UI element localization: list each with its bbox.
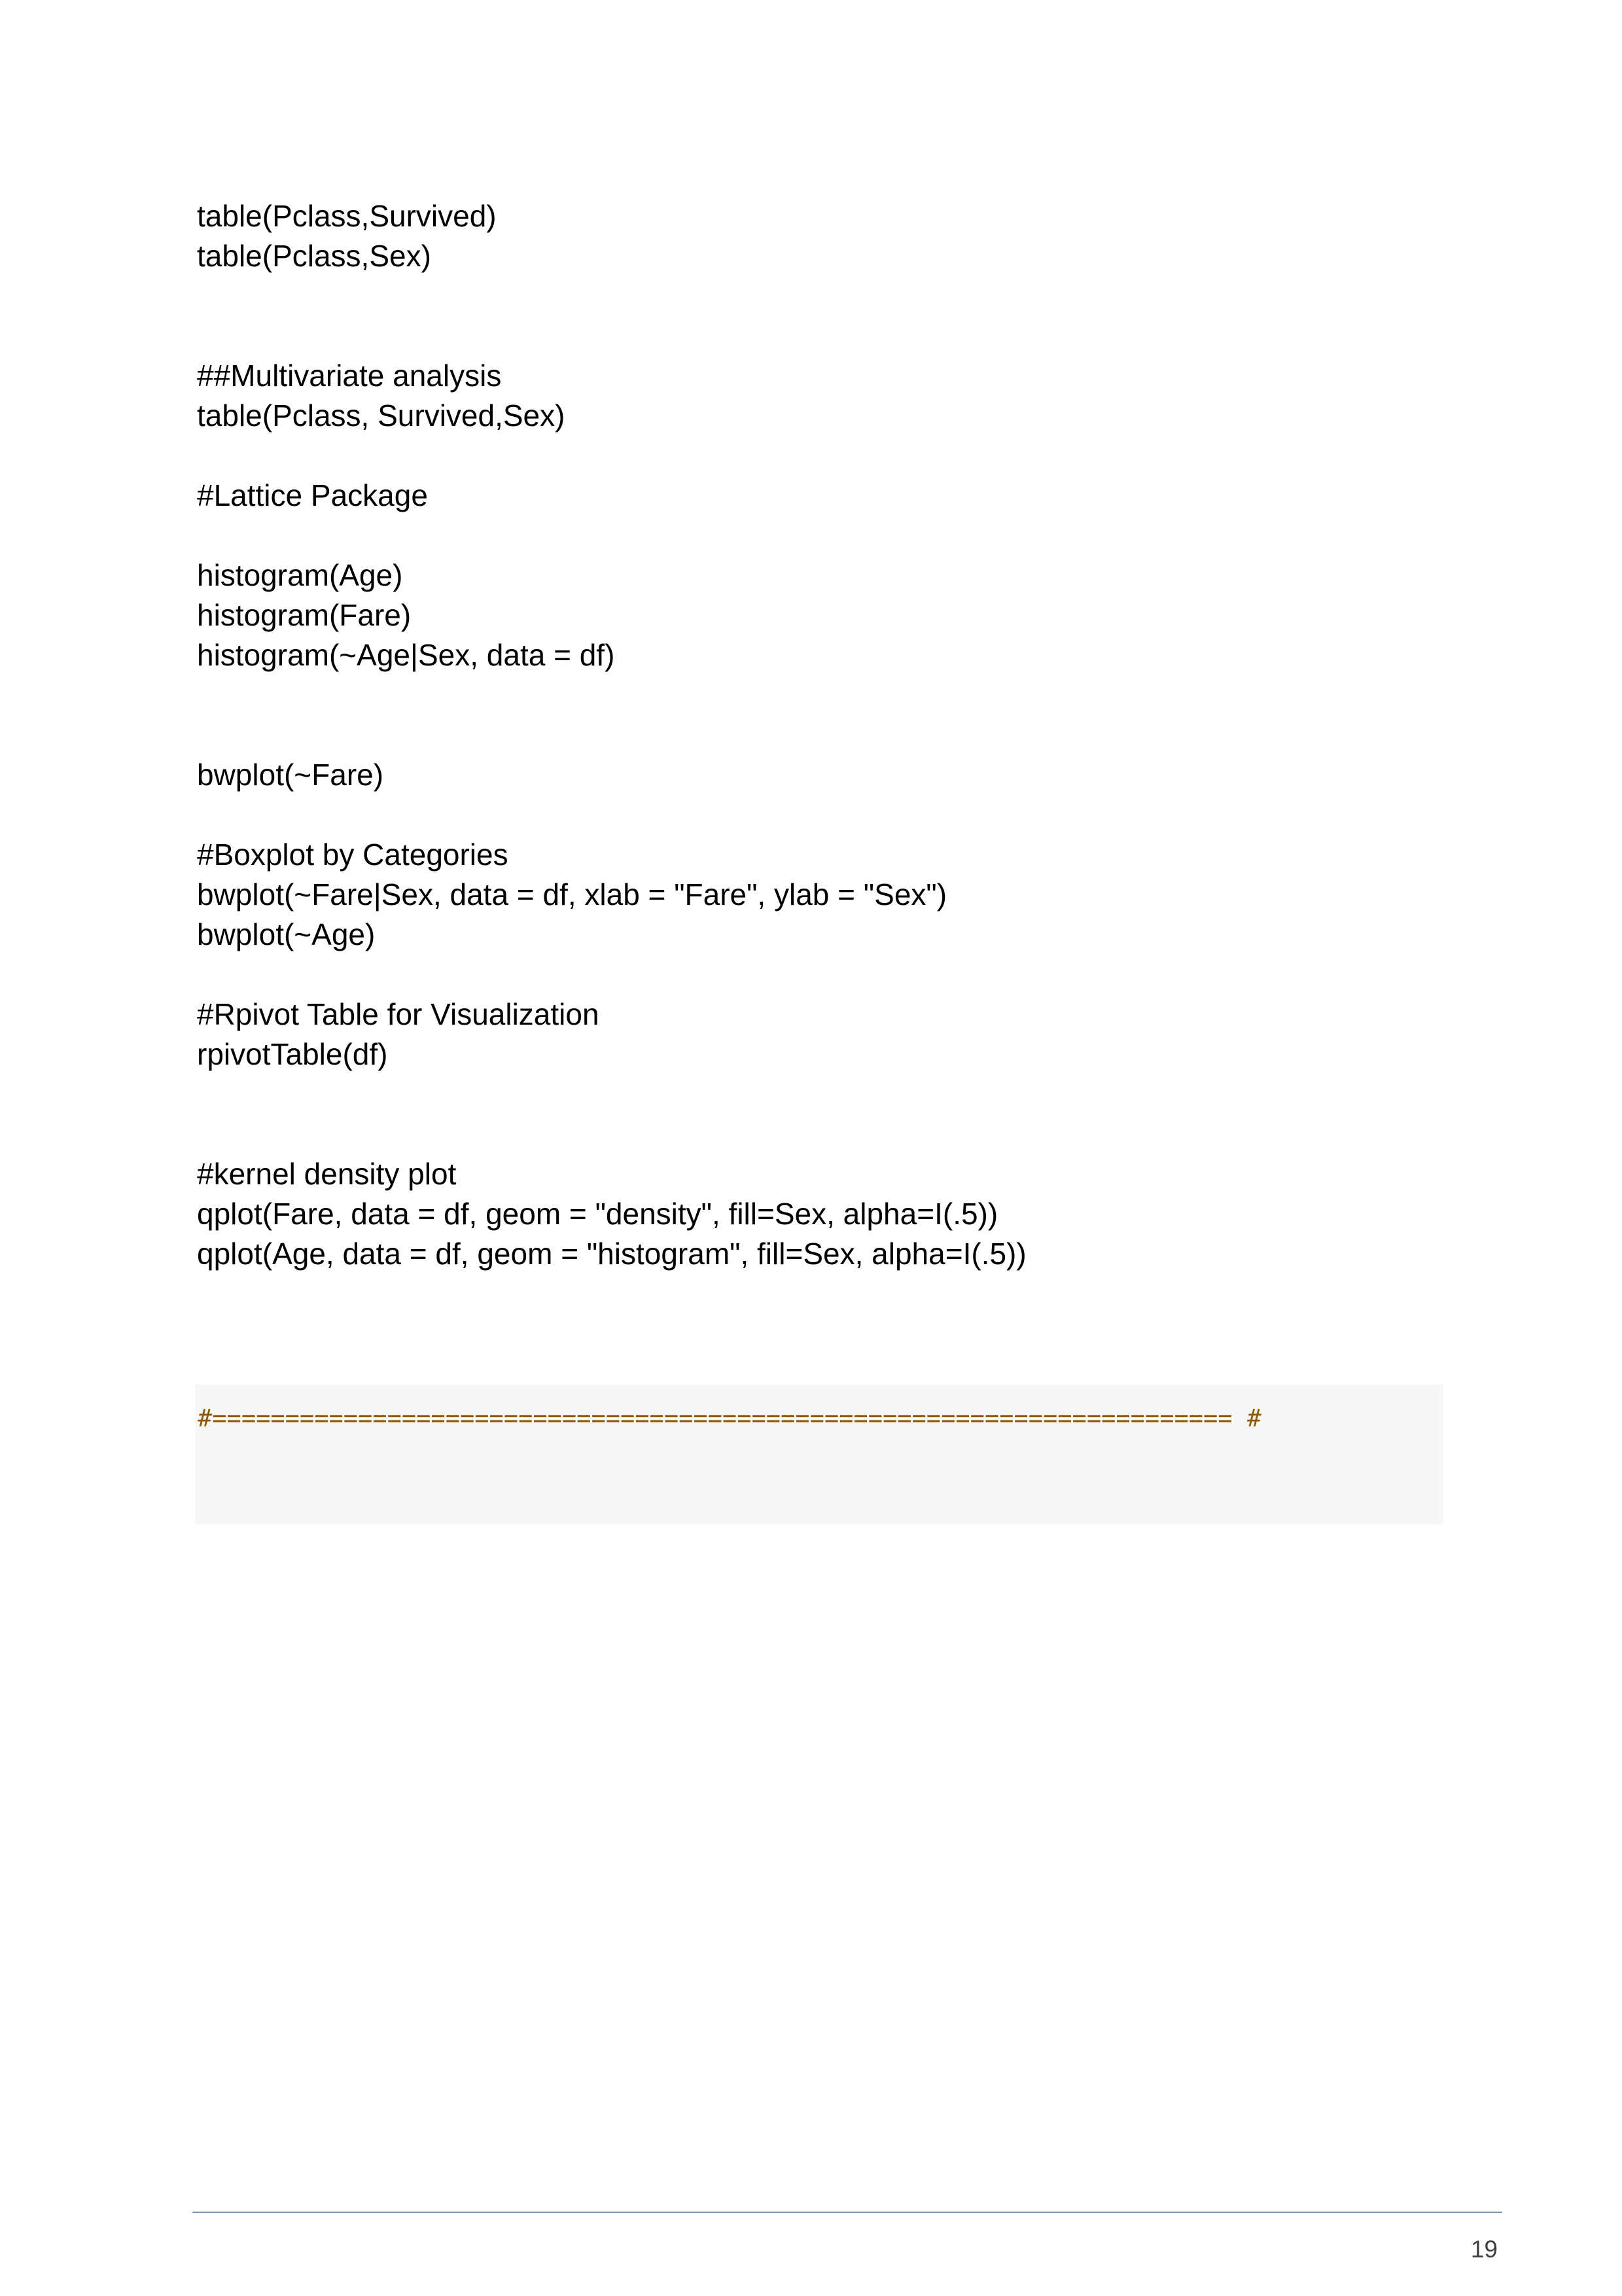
code-line: rpivotTable(df) bbox=[197, 1037, 388, 1071]
comment-line: #Rpivot Table for Visualization bbox=[197, 997, 599, 1031]
page-number: 19 bbox=[1470, 2236, 1498, 2263]
blank-gap bbox=[197, 276, 1440, 356]
blank-gap bbox=[197, 436, 1440, 476]
comment-line: #Lattice Package bbox=[197, 478, 428, 512]
code-line: table(Pclass, Survived,Sex) bbox=[197, 398, 565, 433]
code-line: qplot(Age, data = df, geom = "histogram", fill=Sex, alpha=I(.5)) bbox=[197, 1237, 1027, 1271]
code-block bbox=[195, 1385, 1443, 1525]
blank-gap bbox=[197, 1074, 1440, 1154]
code-line: table(Pclass,Sex) bbox=[197, 239, 431, 273]
code-line: table(Pclass,Survived) bbox=[197, 199, 497, 233]
code-line: histogram(Age) bbox=[197, 558, 403, 592]
comment-line: ##Multivariate analysis bbox=[197, 359, 502, 393]
blank-gap bbox=[197, 955, 1440, 995]
code-line: bwplot(~Age) bbox=[197, 917, 376, 951]
comment-line: #Boxplot by Categories bbox=[197, 838, 508, 872]
separator-comment: #====================================================================== # bbox=[198, 1404, 1262, 1432]
code-line: bwplot(~Fare) bbox=[197, 758, 384, 792]
code-line: histogram(~Age|Sex, data = df) bbox=[197, 638, 615, 672]
blank-gap bbox=[197, 516, 1440, 556]
blank-gap bbox=[197, 675, 1440, 755]
code-line: bwplot(~Fare|Sex, data = df, xlab = "Fare", ylab = "Sex") bbox=[197, 877, 947, 911]
blank-gap bbox=[197, 795, 1440, 835]
code-line: histogram(Fare) bbox=[197, 598, 412, 632]
comment-line: #kernel density plot bbox=[197, 1157, 457, 1191]
document-body bbox=[197, 196, 1440, 1274]
code-line: qplot(Fare, data = df, geom = "density", fill=Sex, alpha=I(.5)) bbox=[197, 1197, 998, 1231]
footer-rule bbox=[192, 2212, 1502, 2213]
